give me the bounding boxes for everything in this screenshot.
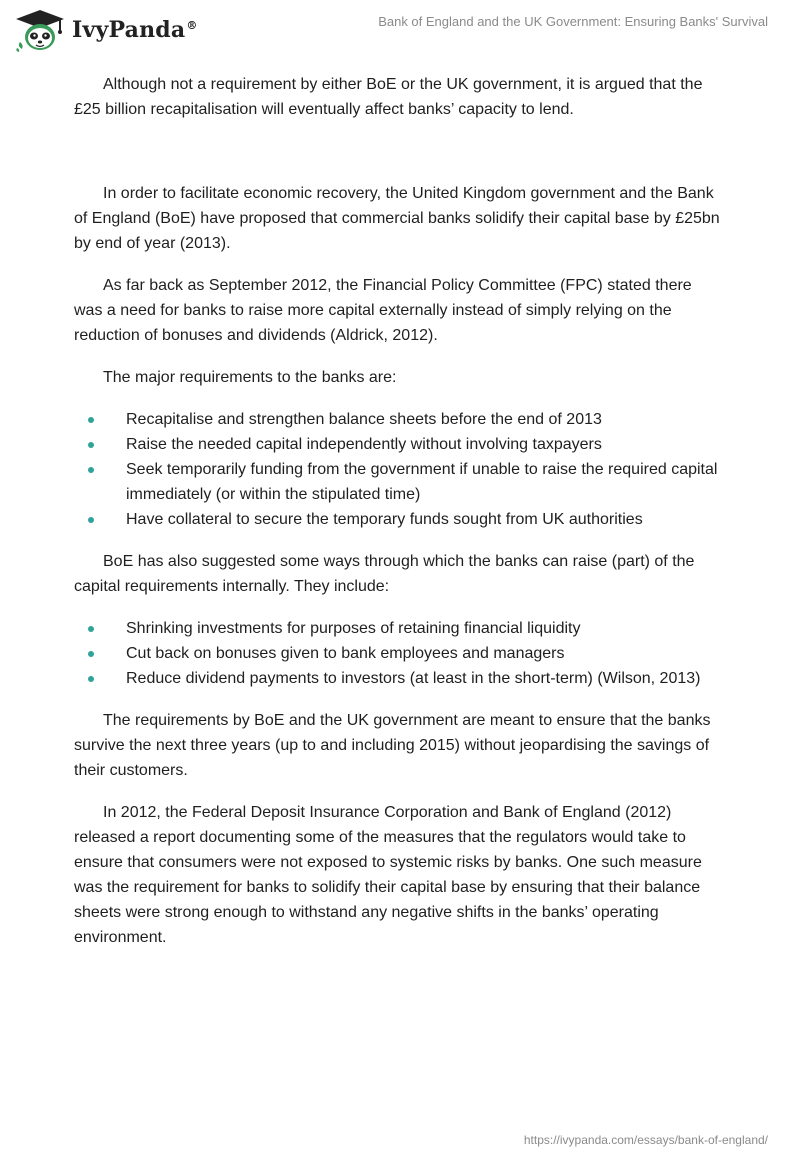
page-header — [0, 0, 800, 60]
list-item: Have collateral to secure the temporary funds sought from UK authorities — [74, 507, 724, 532]
paragraph-5: The requirements by BoE and the UK government are meant to ensure that the banks survive the next three years (up to and including 2015) without jeopardising the savings of their customers. — [74, 712, 711, 779]
paragraph-2: As far back as September 2012, the Financial Policy Committee (FPC) stated there was a need for banks to raise more capital externally instead of simply relying on the reduction of bonuses and dividends (Aldrick, 2012). — [74, 277, 692, 344]
list-item: Reduce dividend payments to investors (at least in the short-term) (Wilson, 2013) — [74, 666, 724, 691]
paragraph-6: In 2012, the Federal Deposit Insurance Corporation and Bank of England (2012) released a report documenting some of the measures that the regulators would take to ensure that consumers were not exposed to systemic risks by banks. One such measure was the requirement for banks to solidify their capital base by ensuring that their balance sheets were strong enough to withstand any negative shifts in the banks’ operating environment. — [74, 804, 702, 946]
bullet-icon — [88, 442, 94, 448]
requirements-list — [74, 407, 724, 532]
bullet-icon — [88, 417, 94, 423]
brand-name: IvyPanda® — [72, 17, 198, 43]
internal-measures-list — [74, 616, 724, 691]
source-url-link[interactable]: https://ivypanda.com/essays/bank-of-england/ — [523, 1133, 768, 1147]
paragraph-4: BoE has also suggested some ways through which the banks can raise (part) of the capital requirements internally. They include: — [74, 553, 695, 595]
list-item: Cut back on bonuses given to bank employees and managers — [74, 641, 724, 666]
paragraph-3: The major requirements to the banks are: — [103, 369, 397, 386]
list-item: Raise the needed capital independently without involving taxpayers — [74, 432, 724, 457]
intro-paragraph: Although not a requirement by either BoE or the UK government, it is argued that the £25 billion recapitalisation will eventually affect banks’ capacity to lend. — [74, 76, 703, 118]
document-title: Bank of England and the UK Government: Ensuring Banks' Survival — [378, 14, 768, 29]
bullet-icon — [88, 651, 94, 657]
list-item: Shrinking investments for purposes of retaining financial liquidity — [74, 616, 724, 641]
bullet-icon — [88, 626, 94, 632]
list-item: Seek temporarily funding from the government if unable to raise the required capital immediately (or within the stipulated time) — [74, 457, 724, 507]
panda-graduation-cap-icon — [14, 8, 66, 52]
ivypanda-logo[interactable] — [14, 8, 198, 52]
essay-body — [74, 72, 724, 950]
registered-mark: ® — [186, 18, 198, 32]
bullet-icon — [88, 517, 94, 523]
paragraph-1: In order to facilitate economic recovery, the United Kingdom government and the Bank of England (BoE) have proposed that commercial banks solidify their capital base by £25bn by end of year (2013). — [74, 185, 720, 252]
bullet-icon — [88, 467, 94, 473]
bullet-icon — [88, 676, 94, 682]
list-item: Recapitalise and strengthen balance sheets before the end of 2013 — [74, 407, 724, 432]
